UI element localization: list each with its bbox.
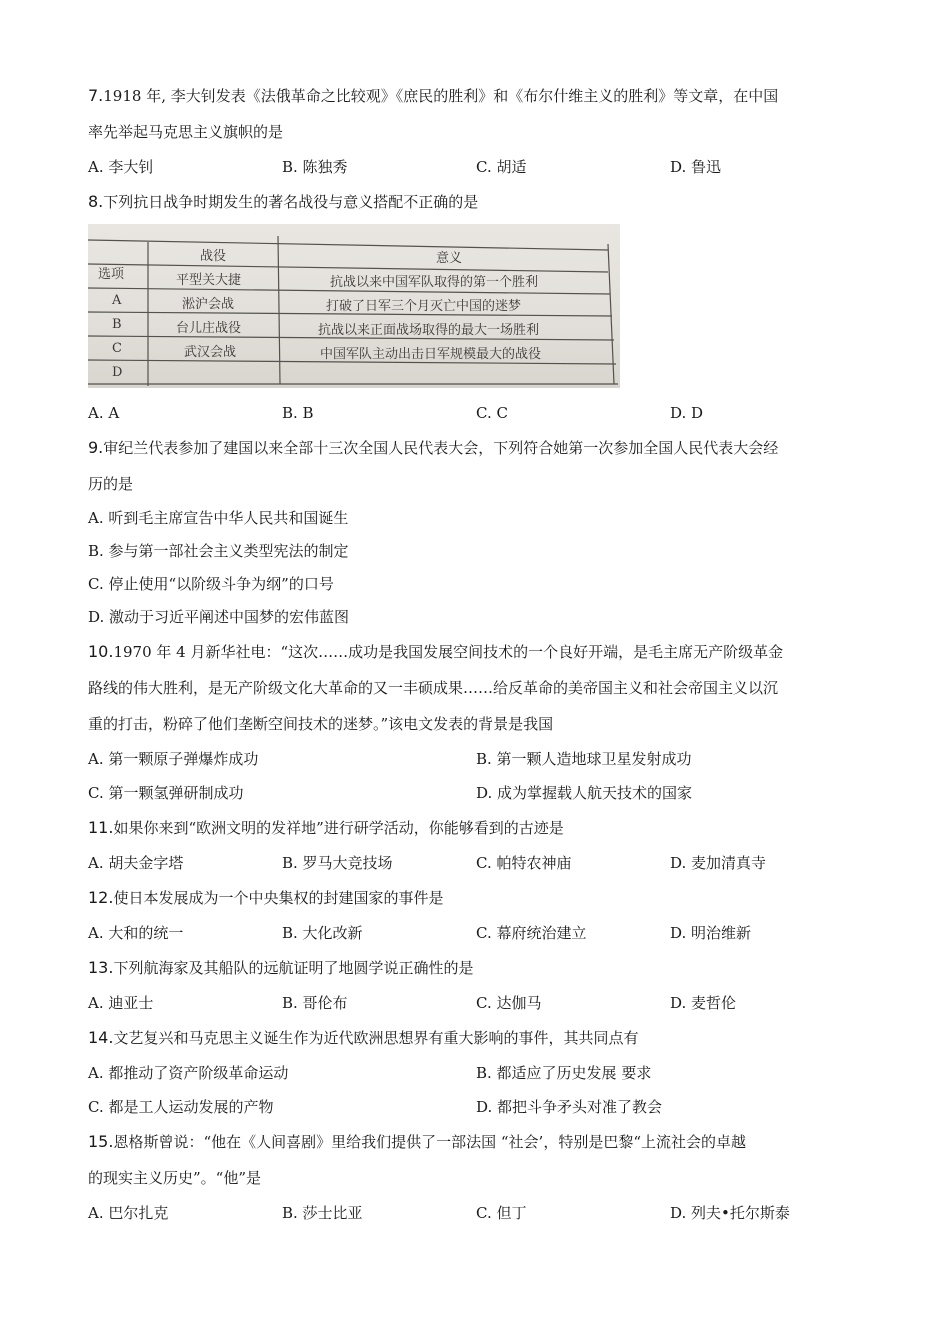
question-stem-continued: 率先举起马克思主义旗帜的是	[88, 123, 284, 141]
options-row	[88, 776, 868, 810]
question-13	[88, 950, 868, 986]
table-cell-option: A	[112, 293, 122, 308]
option-b: B. 罗马大竞技场	[282, 854, 393, 872]
option-d: D. 都把斗争矛头对准了教会	[476, 1098, 663, 1116]
question-stem: 如果你来到“欧洲文明的发祥地”进行研学活动，你能够看到的古迹是	[113, 819, 564, 837]
option-a: A. 迪亚士	[88, 994, 154, 1012]
question-8	[88, 184, 868, 220]
options-row	[88, 1056, 868, 1090]
table-cell-battle: 平型关大捷	[176, 273, 242, 288]
question-7	[88, 78, 868, 114]
question-11	[88, 810, 868, 846]
table-cell-option: D	[112, 365, 123, 380]
question-stem-continued: 历的是	[88, 475, 134, 493]
question-stem: 恩格斯曾说：“他在《人间喜剧》里给我们提供了一部法国 “社会’，特别是巴黎“上流社会的卓越	[113, 1133, 746, 1151]
options-row	[88, 1196, 868, 1230]
question-stem-continued: 重的打击，粉碎了他们垄断空间技术的迷梦。”该电文发表的背景是我国	[88, 715, 554, 733]
question-stem: 审纪兰代表参加了建国以来全部十三次全国人民代表大会，下列符合她第一次参加全国人民代表大会经	[103, 439, 779, 457]
option-a: A. 第一颗原子弹爆炸成功	[88, 750, 259, 768]
question-stem: 使日本发展成为一个中央集权的封建国家的事件是	[113, 889, 444, 907]
option-c: C. 都是工人运动发展的产物	[88, 1098, 274, 1116]
question-9	[88, 430, 868, 466]
table-cell-battle: 武汉会战	[184, 345, 237, 360]
question-14	[88, 1020, 868, 1056]
question-stem: 1918 年, 李大钊发表《法俄革命之比较观》《庶民的胜利》和《布尔什维主义的胜利》等文章，在中国	[103, 87, 779, 105]
options-row	[88, 1090, 868, 1124]
option-b: B. 参与第一部社会主义类型宪法的制定	[88, 542, 349, 560]
question-number: 14.	[88, 1028, 114, 1047]
table-cell-option: C	[112, 341, 122, 356]
option-b: B. 都适应了历史发展 要求	[476, 1064, 652, 1082]
option-a: A. 大和的统一	[88, 924, 184, 942]
option-b: B. 大化改新	[282, 924, 363, 942]
option-b: B. 陈独秀	[282, 158, 348, 176]
option-b: B. 莎士比亚	[282, 1204, 363, 1222]
question-number: 11.	[88, 818, 114, 837]
option-b: B. 第一颗人造地球卫星发射成功	[476, 750, 692, 768]
option-c: C. 但丁	[476, 1204, 527, 1222]
table-cell-meaning: 抗战以来正面战场取得的最大一场胜利	[318, 323, 540, 338]
question-number: 10.	[88, 642, 114, 661]
options-row	[88, 846, 868, 880]
option-a: A. 听到毛主席宣告中华人民共和国诞生	[88, 509, 349, 527]
options-row	[88, 150, 868, 184]
option-d: D. 明治维新	[670, 924, 752, 942]
table-cell-battle: 台儿庄战役	[176, 321, 242, 336]
option-c: C. 胡适	[476, 158, 527, 176]
table-cell-meaning: 抗战以来中国军队取得的第一个胜利	[330, 275, 539, 290]
question-stem: 下列抗日战争时期发生的著名战役与意义搭配不正确的是	[103, 193, 479, 211]
option-c: C. 幕府统治建立	[476, 924, 587, 942]
question-stem: 文艺复兴和马克思主义诞生作为近代欧洲思想界有重大影响的事件，其共同点有	[113, 1029, 639, 1047]
option-d: D. 麦加清真寺	[670, 854, 767, 872]
question-number: 13.	[88, 958, 114, 977]
question-number: 15.	[88, 1132, 114, 1151]
battle-table-photo	[88, 224, 620, 388]
question-stem: 1970 年 4 月新华社电：“这次……成功是我国发展空间技术的一个良好开端，是毛主席无产阶级革金	[113, 643, 784, 661]
option-d: D. 列夫•托尔斯泰	[670, 1204, 790, 1222]
table-header-option: 选项	[98, 267, 125, 282]
option-b: B. B	[282, 404, 314, 422]
options-row	[88, 986, 868, 1020]
option-a: A. 胡夫金字塔	[88, 854, 184, 872]
question-12	[88, 880, 868, 916]
option-d: D. 鲁迅	[670, 158, 722, 176]
question-number: 8.	[88, 192, 104, 211]
question-number: 9.	[88, 438, 104, 457]
option-a: A. 巴尔扎克	[88, 1204, 169, 1222]
exam-page	[88, 78, 868, 1230]
question-stem: 下列航海家及其船队的远航证明了地圆学说正确性的是	[113, 959, 474, 977]
option-d: D. 成为掌握载人航天技术的国家	[476, 784, 693, 802]
question-stem-continued: 路线的伟大胜利，是无产阶级文化大革命的又一丰硕成果……给反革命的美帝国主义和社会帝国主义以沉	[88, 679, 779, 697]
option-d: D. D	[670, 404, 704, 422]
option-a: A. 李大钊	[88, 158, 154, 176]
table-header-meaning: 意义	[436, 251, 463, 266]
option-c: C. 帕特农神庙	[476, 854, 572, 872]
table-cell-meaning: 打破了日军三个月灭亡中国的迷梦	[326, 299, 522, 314]
table-cell-meaning: 中国军队主动出击日军规模最大的战役	[320, 347, 542, 362]
option-b: B. 哥伦布	[282, 994, 348, 1012]
question-number: 12.	[88, 888, 114, 907]
question-10	[88, 634, 868, 670]
options-row	[88, 742, 868, 776]
option-c: C. 停止使用“以阶级斗争为纲”的口号	[88, 575, 334, 593]
option-a: A. A	[88, 404, 120, 422]
options-row	[88, 916, 868, 950]
option-c: C. 第一颗氢弹研制成功	[88, 784, 244, 802]
table-cell-battle: 淞沪会战	[182, 297, 235, 312]
question-number: 7.	[88, 86, 104, 105]
option-a: A. 都推动了资产阶级革命运动	[88, 1064, 289, 1082]
option-d: D. 激动于习近平阐述中国梦的宏伟蓝图	[88, 608, 350, 626]
options-row	[88, 396, 868, 430]
question-stem-continued: 的现实主义历史”。“他”是	[88, 1169, 262, 1187]
option-c: C. 达伽马	[476, 994, 542, 1012]
question-15	[88, 1124, 868, 1160]
option-d: D. 麦哲伦	[670, 994, 737, 1012]
table-header-battle: 战役	[200, 249, 227, 264]
table-cell-option: B	[112, 317, 122, 332]
option-c: C. C	[476, 404, 508, 422]
